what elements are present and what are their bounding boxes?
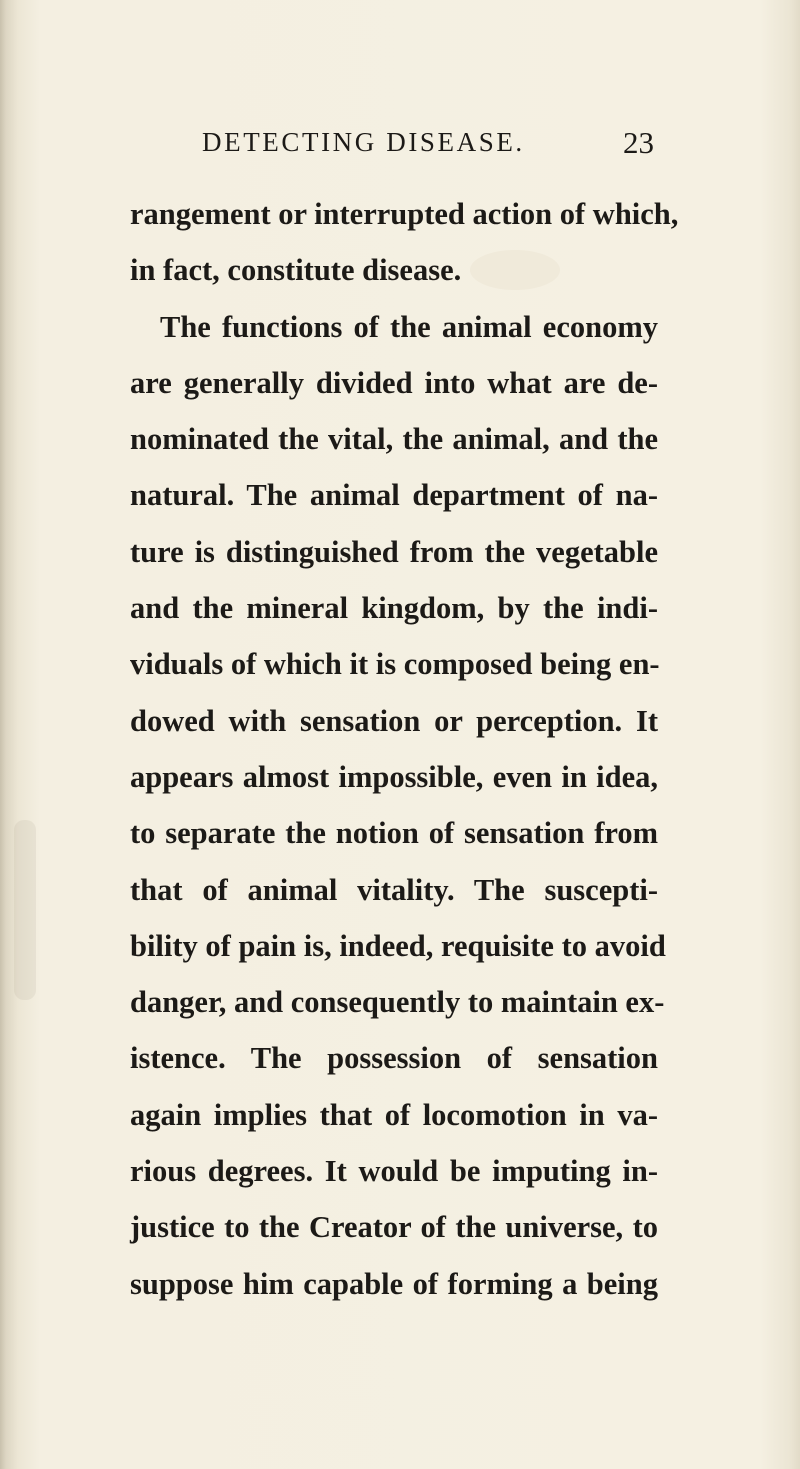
body-text [130,186,679,1312]
text-line: and the mineral kingdom, by the indi- [130,591,658,626]
text-line: rious degrees. It would be imputing in- [130,1154,658,1189]
text-line: suppose him capable of forming a being [130,1266,658,1301]
text-line: again implies that of locomotion in va- [130,1097,658,1132]
text-line: danger, and consequently to maintain ex- [130,985,665,1020]
text-line: ture is distinguished from the vegetable [130,534,658,569]
text-line: natural. The animal department of na- [130,478,658,513]
text-line: viduals of which it is composed being en- [130,647,660,682]
text-line: The functions of the animal economy [160,309,658,344]
text-line: istence. The possession of sensation [130,1041,658,1076]
text-line: dowed with sensation or perception. It [130,703,658,738]
text-line: to separate the notion of sensation from [130,816,658,851]
text-line: bility of pain is, indeed, requisite to avoid [130,928,666,963]
paper-stain [14,820,36,1000]
text-line: appears almost impossible, even in idea, [130,759,658,794]
text-line: nominated the vital, the animal, and the [130,422,658,457]
page-number: 23 [623,125,654,160]
page-header [202,125,654,169]
text-line: justice to the Creator of the universe, to [130,1210,658,1245]
running-head: DETECTING DISEASE. [202,127,525,157]
text-line: rangement or interrupted action of which, [130,197,679,231]
text-line: that of animal vitality. The suscepti- [130,872,658,907]
text-line: in fact, constitute disease. [130,253,462,288]
text-line: are generally divided into what are de- [130,365,658,400]
